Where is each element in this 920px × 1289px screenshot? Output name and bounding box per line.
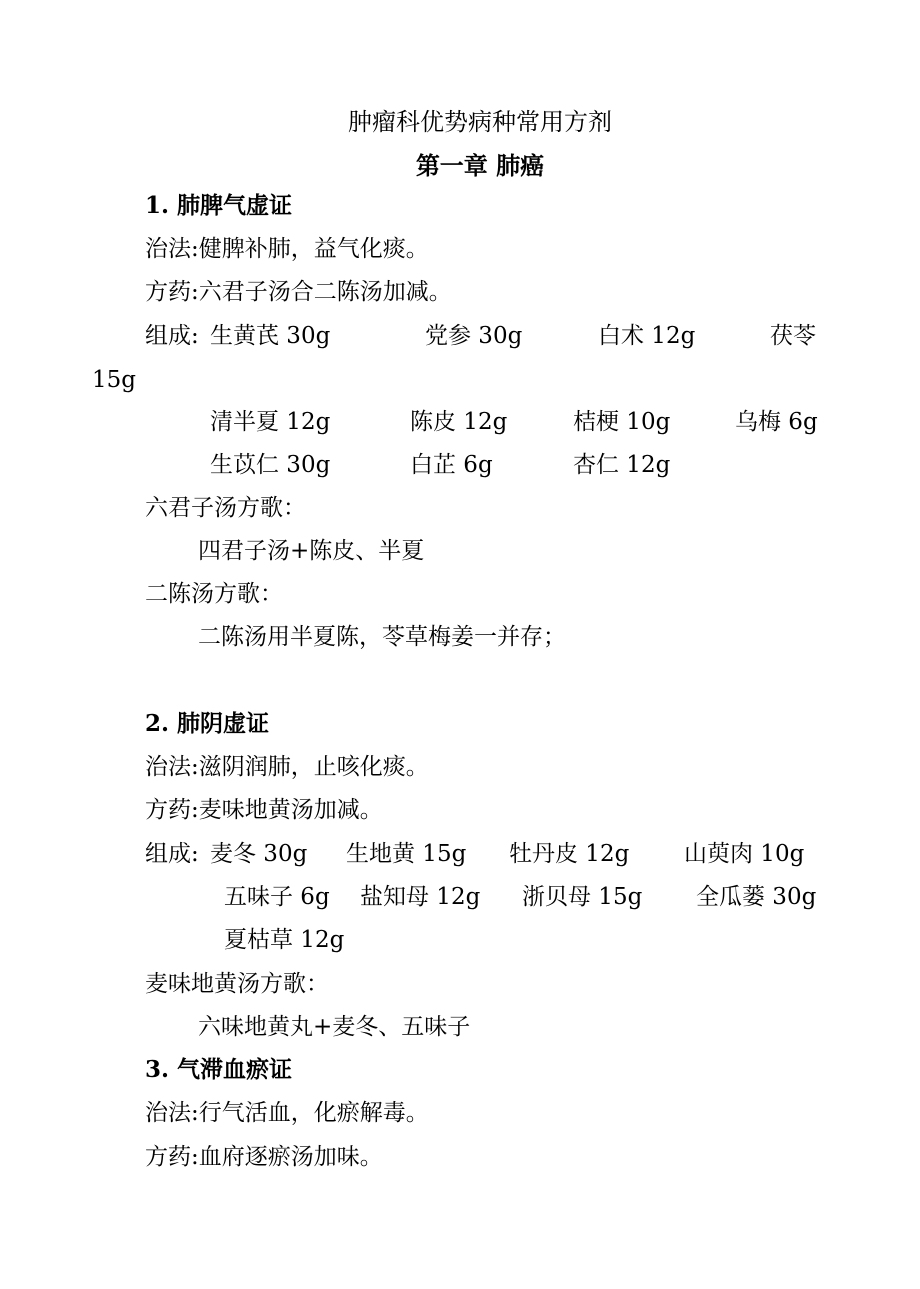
section-2-composition-label: 组成:: [145, 841, 199, 867]
section-3-formula: 方药:血府逐瘀汤加味。: [145, 1144, 383, 1170]
formula-song-text: 四君子汤+陈皮、半夏: [198, 538, 425, 564]
herb-item: 夏枯草 12g: [224, 927, 345, 953]
herb-item: 陈皮 12g: [410, 409, 508, 435]
herb-item: 浙贝母 15g: [522, 884, 643, 910]
herb-item: 全瓜蒌 30g: [696, 884, 817, 910]
herb-item: 盐知母 12g: [360, 884, 481, 910]
section-1-method: 治法:健脾补肺，益气化痰。: [145, 236, 429, 262]
section-2-formula: 方药:麦味地黄汤加减。: [145, 797, 383, 823]
herb-item: 五味子 6g: [224, 884, 330, 910]
herb-item: 杏仁 12g: [573, 452, 671, 478]
section-1-composition-label: 组成:: [145, 323, 199, 349]
section-2-heading: 2. 肺阴虚证: [145, 710, 270, 737]
document-title: 肿瘤科优势病种常用方剂: [348, 108, 612, 136]
herb-item: 清半夏 12g: [210, 409, 331, 435]
herb-item: 党参 30g: [425, 323, 523, 349]
formula-song-title: 六君子汤方歌：: [145, 495, 306, 521]
herb-item: 茯苓: [770, 323, 816, 349]
chapter-title: 第一章 肺癌: [415, 151, 545, 180]
formula-song-title: 麦味地黄汤方歌：: [145, 971, 329, 997]
section-3-heading: 3. 气滞血瘀证: [145, 1056, 293, 1083]
section-1-heading: 1. 肺脾气虚证: [145, 192, 293, 219]
herb-item: 乌梅 6g: [735, 409, 818, 435]
herb-item: 桔梗 10g: [573, 409, 671, 435]
herb-item: 生黄芪 30g: [210, 323, 331, 349]
herb-dose-wrap: 15g: [92, 367, 136, 393]
formula-song-text: 二陈汤用半夏陈，苓草梅姜一并存；: [198, 624, 566, 650]
section-2-method: 治法:滋阴润肺，止咳化痰。: [145, 754, 429, 780]
herb-item: 麦冬 30g: [210, 841, 308, 867]
herb-item: 生苡仁 30g: [210, 452, 331, 478]
formula-song-title: 二陈汤方歌：: [145, 581, 283, 607]
herb-item: 生地黄 15g: [346, 841, 467, 867]
formula-song-text: 六味地黄丸+麦冬、五味子: [198, 1014, 471, 1040]
herb-item: 白芷 6g: [410, 452, 493, 478]
herb-item: 牡丹皮 12g: [509, 841, 630, 867]
section-3-method: 治法:行气活血，化瘀解毒。: [145, 1100, 429, 1126]
section-1-formula: 方药:六君子汤合二陈汤加减。: [145, 279, 452, 305]
herb-item: 白术 12g: [598, 323, 696, 349]
herb-item: 山萸肉 10g: [684, 841, 805, 867]
